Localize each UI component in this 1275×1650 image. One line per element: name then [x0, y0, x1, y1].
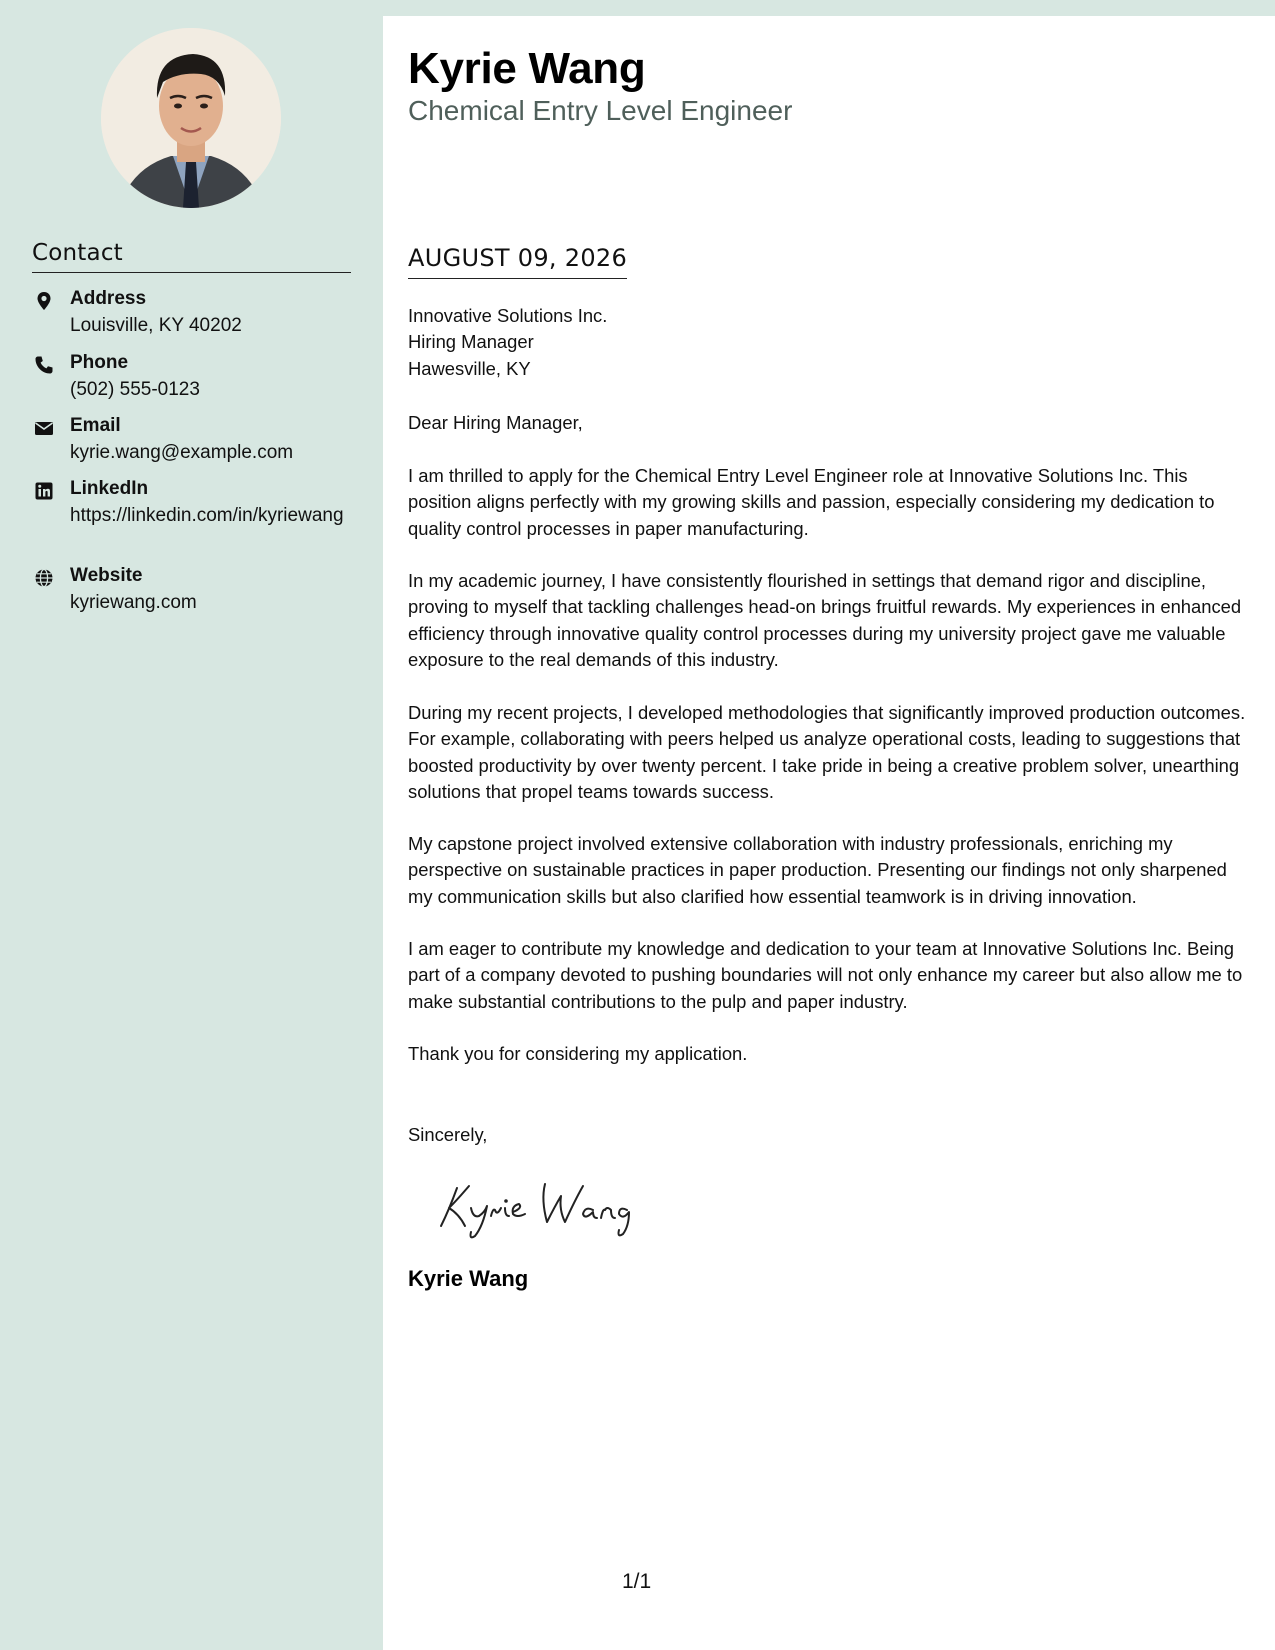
paragraph: I am eager to contribute my knowledge and dedication to your team at Innovative Solutions Inc. Being part of a company devoted to pushing boundaries will not only enhance my career but also allow me to make substantial contributions to the pulp and paper industry. — [408, 938, 1243, 1012]
recipient-location: Hawesville, KY — [408, 357, 531, 379]
signature — [435, 1170, 665, 1240]
location-pin-icon — [34, 291, 54, 311]
envelope-icon — [34, 418, 54, 438]
contact-label: Email — [70, 415, 121, 436]
contact-label: Website — [70, 565, 143, 586]
paragraph: Thank you for considering my application. — [408, 1043, 748, 1064]
contact-value[interactable]: https://linkedin.com/in/kyriewang — [70, 505, 344, 526]
greeting: Dear Hiring Manager, — [408, 412, 583, 433]
linkedin-icon — [34, 481, 54, 501]
recipient-title: Hiring Manager — [408, 331, 534, 353]
letter-date: AUGUST 09, 2026 — [408, 244, 627, 279]
page-number: 1/1 — [622, 1570, 652, 1593]
applicant-name: Kyrie Wang — [408, 44, 646, 93]
paragraph: During my recent projects, I developed methodologies that significantly improved production outcomes. For example, collaborating with peers helped us analyze operational costs, leading to suggestions that boosted productivity by over twenty percent. I take pride in being a creative problem solver, unearthing solutions that propel teams towards success. — [408, 702, 1246, 802]
contact-value: kyrie.wang@example.com — [70, 442, 294, 463]
contact-heading: Contact — [32, 240, 123, 266]
profile-photo — [101, 28, 281, 208]
paragraph: I am thrilled to apply for the Chemical Entry Level Engineer role at Innovative Solutions Inc. This position aligns perfectly with my growing skills and passion, especially considering my dedication to quality control processes in paper manufacturing. — [408, 465, 1215, 539]
contact-value: (502) 555-0123 — [70, 379, 200, 400]
contact-value: Louisville, KY 40202 — [70, 315, 242, 336]
phone-icon — [34, 355, 54, 375]
globe-icon — [34, 568, 54, 588]
contact-label: Phone — [70, 352, 129, 373]
paragraph: In my academic journey, I have consistently flourished in settings that demand rigor and discipline, proving to myself that tackling challenges head-on brings fruitful rewards. My experiences in enhanced efficiency through innovative quality control processes during my university project gave me valuable exposure to the real demands of this industry. — [408, 570, 1242, 670]
signed-name: Kyrie Wang — [408, 1266, 529, 1291]
recipient-block — [408, 303, 1253, 382]
contact-value[interactable]: kyriewang.com — [70, 592, 197, 613]
paragraph: My capstone project involved extensive collaboration with industry professionals, enriching my perspective on sustainable practices in paper production. Presenting our findings not only sharpened my communication skills but also clarified how essential teamwork is in driving innovation. — [408, 833, 1227, 907]
contact-label: Address — [70, 288, 147, 309]
contact-divider — [32, 272, 351, 273]
recipient-company: Innovative Solutions Inc. — [408, 305, 608, 326]
contact-label: LinkedIn — [70, 478, 149, 499]
closing: Sincerely, — [408, 1124, 488, 1145]
applicant-role: Chemical Entry Level Engineer — [408, 95, 793, 126]
sidebar — [0, 0, 383, 1650]
